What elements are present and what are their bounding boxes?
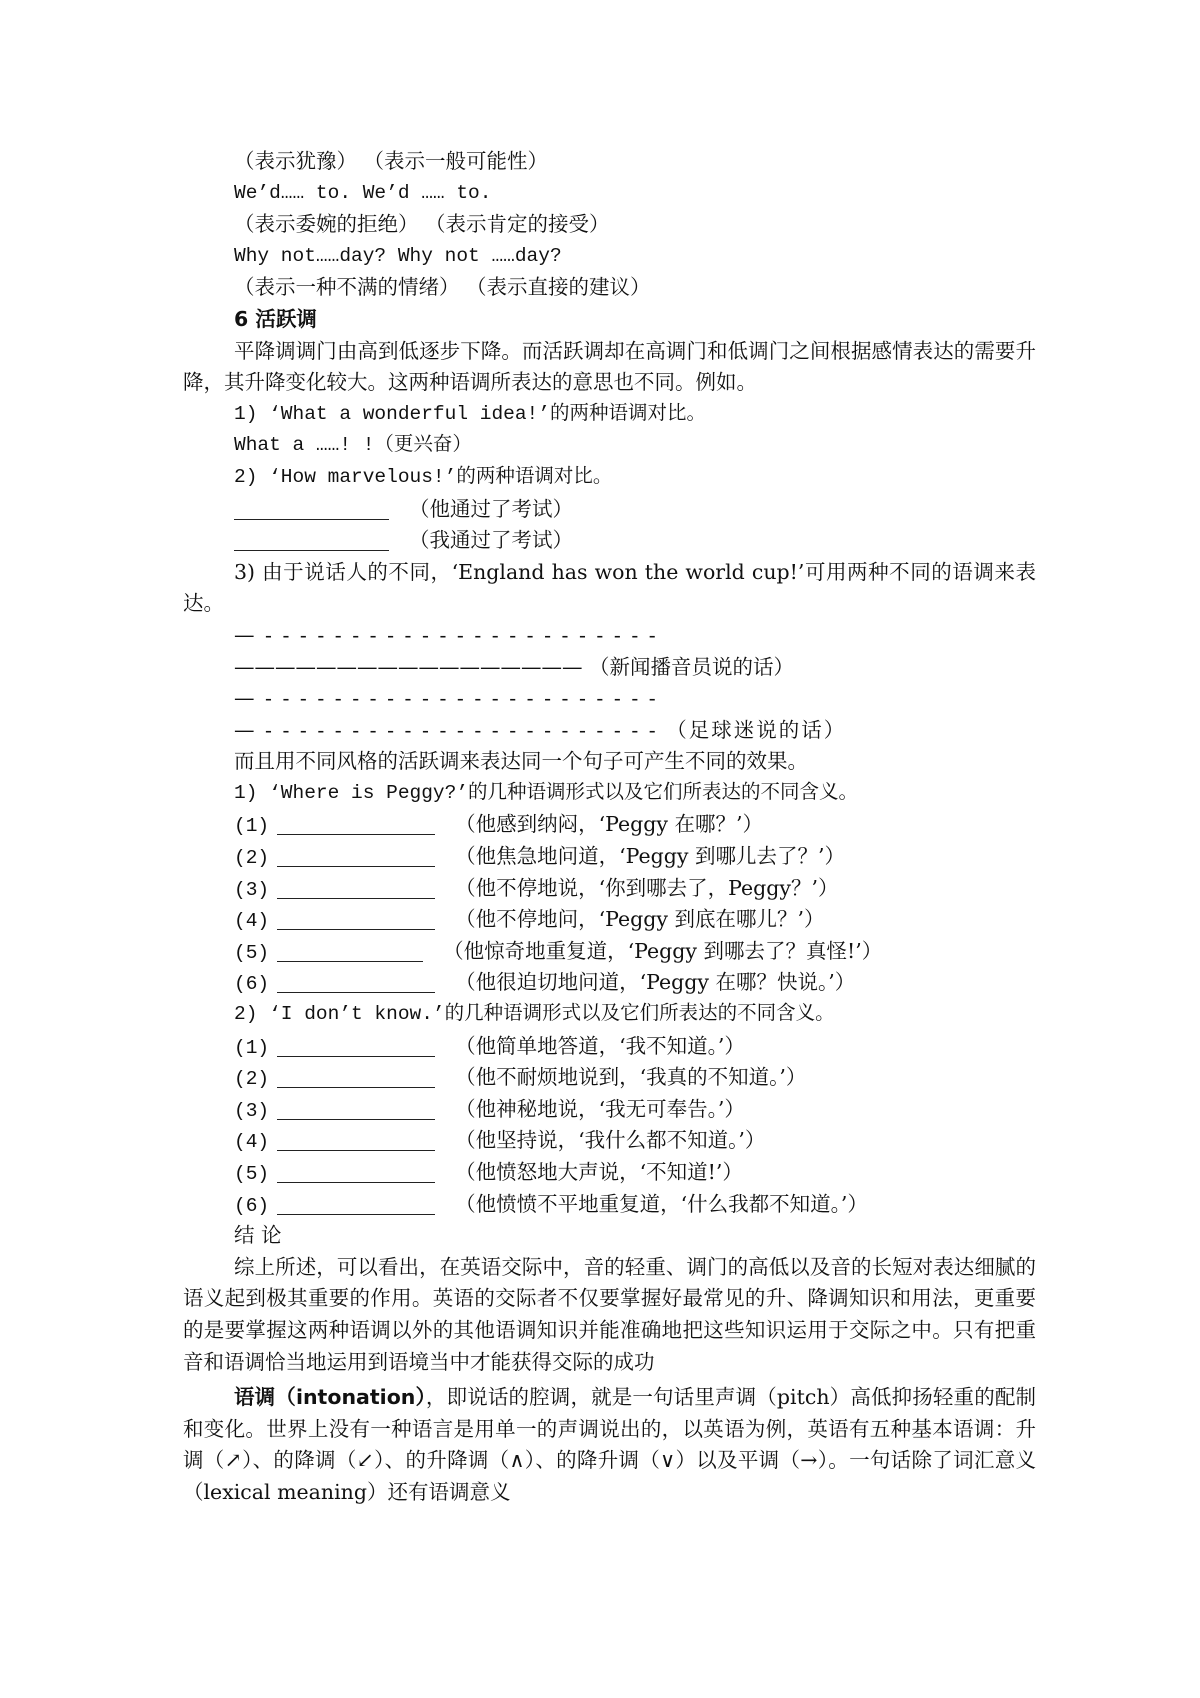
text-line: What a ……! !（更兴奋） xyxy=(234,434,472,457)
list-item xyxy=(183,1189,1036,1221)
item-number: (4) xyxy=(234,1131,270,1154)
blank-line xyxy=(183,494,1036,526)
item-note: （他感到纳闷，‘Peggy 在哪？’） xyxy=(455,812,763,837)
text-line: 2) ‘How marvelous!’的两种语调对比。 xyxy=(234,465,613,488)
item-note: （他不停地问，‘Peggy 到底在哪儿？’） xyxy=(455,907,825,932)
item-number: (3) xyxy=(234,878,270,901)
dash-line: — - - - - - - - - - - - - - - - - - - - - - - - （足球迷说的话） xyxy=(234,717,847,742)
text-line: Why not……day? Why not ……day? xyxy=(234,244,562,267)
text-line: （表示犹豫） （表示一般可能性） xyxy=(234,149,549,173)
blank-line xyxy=(183,525,1036,557)
conclusion-paragraph: 综上所述，可以看出，在英语交际中，音的轻重、调门的高低以及音的长短对表达细腻的语义起到极其重要的作用。英语的交际者不仅要掌握好最常见的升、降调知识和用法，更重要的是要掌握这两种语调以外的其他语调知识并能准确地把这些知识运用于交际之中。只有把重音和语调恰当地运用到语境当中才能获得交际的成功 xyxy=(183,1254,1036,1374)
list-item xyxy=(183,904,1036,936)
blank-note: （我通过了考试） xyxy=(409,528,573,553)
item-number: (5) xyxy=(234,941,270,964)
text-line: We’d…… to. We’d …… to. xyxy=(234,181,492,204)
list-item xyxy=(183,967,1036,999)
paragraph: 3) 由于说话人的不同，‘England has won the world cup!’可用两种不同的语调来表达。 xyxy=(183,559,1036,616)
item-number: (6) xyxy=(234,1194,270,1217)
item-number: (1) xyxy=(234,1036,270,1059)
document-page xyxy=(183,146,1036,1509)
list-item xyxy=(183,873,1036,905)
answer-blank xyxy=(277,1097,435,1120)
text-line: 1) ‘What a wonderful idea!’的两种语调对比。 xyxy=(234,402,706,425)
text-line: （表示委婉的拒绝） （表示肯定的接受） xyxy=(234,212,610,237)
paragraph: 平降调调门由高到低逐步下降。而活跃调却在高调门和低调门之间根据感情表达的需要升降，其升降变化较大。这两种语调所表达的意思也不同。例如。 xyxy=(183,338,1036,395)
dash-line: ————————————————— （新闻播音员说的话） xyxy=(234,654,795,679)
list-item xyxy=(183,936,1036,968)
dash-line: — - - - - - - - - - - - - - - - - - - - - - - - xyxy=(234,622,658,647)
list-item xyxy=(183,1062,1036,1094)
answer-blank xyxy=(277,1192,435,1215)
item-number: (6) xyxy=(234,973,270,996)
list-item xyxy=(183,1094,1036,1126)
item-note: （他简单地答道，‘我不知道。’） xyxy=(455,1033,745,1058)
term-bold: 语调（intonation） xyxy=(234,1385,426,1410)
item-note: （他很迫切地问道，‘Peggy 在哪？快说。’） xyxy=(455,970,856,995)
answer-blank xyxy=(234,497,389,520)
answer-blank xyxy=(277,1128,435,1151)
item-number: (2) xyxy=(234,1068,270,1091)
item-note: （他愤愤不平地重复道，‘什么我都不知道。’） xyxy=(455,1191,868,1216)
text-line: （表示一种不满的情绪） （表示直接的建议） xyxy=(234,275,651,300)
conclusion-heading: 结 论 xyxy=(234,1223,282,1248)
item-number: (1) xyxy=(234,815,270,838)
item-number: (5) xyxy=(234,1163,270,1185)
answer-blank xyxy=(277,1065,435,1088)
item-note: （他惊奇地重复道，‘Peggy 到哪去了？真怪!’） xyxy=(443,938,883,963)
paragraph-body: ，即说话的腔调，就是一句话里声调（pitch）高低抑扬轻重的配制和变化。世界上没有一种语言是用单一的声调说出的，以英语为例，英语有五种基本语调：升调（↗）、的降调（↙）、的升降调（∧）、的降升调（∨）以及平调（→）。一句话除了词汇意义（lexical meaning）还有语调意义 xyxy=(183,1385,1036,1504)
section-heading: 6 活跃调 xyxy=(234,306,317,331)
answer-blank xyxy=(277,812,435,835)
list-item xyxy=(183,841,1036,873)
answer-blank xyxy=(277,876,435,899)
answer-blank xyxy=(277,844,435,867)
list-title: 1) ‘Where is Peggy?’的几种语调形式以及它们所表达的不同含义。 xyxy=(234,781,859,804)
dash-line: — - - - - - - - - - - - - - - - - - - - - - - - xyxy=(234,686,658,711)
list-item xyxy=(183,1031,1036,1063)
answer-blank xyxy=(277,907,435,930)
item-number: (4) xyxy=(234,910,270,933)
answer-blank xyxy=(277,1160,435,1183)
text-line: 而且用不同风格的活跃调来表达同一个句子可产生不同的效果。 xyxy=(234,749,808,774)
item-note: （他焦急地问道，‘Peggy 到哪儿去了？’） xyxy=(455,844,845,869)
answer-blank xyxy=(277,1034,435,1057)
list-title: 2) ‘I don’t know.’的几种语调形式以及它们所表达的不同含义。 xyxy=(234,1003,835,1026)
item-note: （他神秘地说，‘我无可奉告。’） xyxy=(455,1096,745,1121)
item-number: (2) xyxy=(234,847,270,870)
item-note: （他不停地说，‘你到哪去了，Peggy？’） xyxy=(455,875,839,900)
blank-note: （他通过了考试） xyxy=(409,496,573,521)
item-note: （他愤怒地大声说，‘不知道!’） xyxy=(455,1160,743,1184)
answer-blank xyxy=(277,939,423,962)
answer-blank xyxy=(234,528,389,551)
item-number: (3) xyxy=(234,1099,270,1122)
item-note: （他坚持说，‘我什么都不知道。’） xyxy=(455,1128,766,1153)
intonation-paragraph xyxy=(183,1382,1036,1508)
item-note: （他不耐烦地说到，‘我真的不知道。’） xyxy=(455,1065,807,1090)
list-item xyxy=(183,809,1036,841)
list-item xyxy=(183,1157,1036,1189)
answer-blank xyxy=(277,970,435,993)
list-item xyxy=(183,1125,1036,1157)
